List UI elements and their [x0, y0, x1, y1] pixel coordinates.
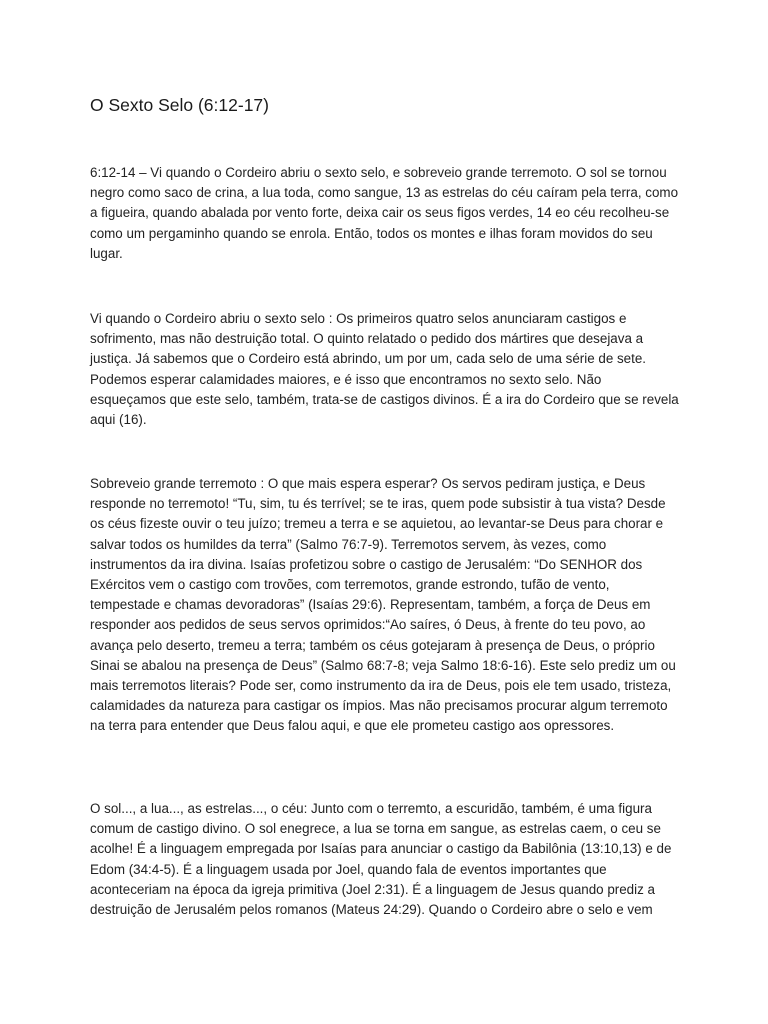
paragraph-sixth-seal-opening: Vi quando o Cordeiro abriu o sexto selo : Os primeiros quatro selos anunciaram castigos e sofrimento, mas não destruição total. O quinto relatado o pedido dos mártires que desejava a justiça. Já sabemos que o Cordeiro está abrindo, um por um, cada selo de uma série de sete. Podemos esperar calamidades maiores, e é isso que encontramos no sexto selo. Não esqueçamos que este selo, também, trata-se de castigos divinos. É a ira do Cordeiro que se revela aqui (16). [90, 311, 679, 428]
document-title: O Sexto Selo (6:12-17) [90, 95, 269, 115]
paragraph-sun-moon-stars: O sol..., a lua..., as estrelas..., o céu: Junto com o terremto, a escuridão, também, é uma figura comum de castigo divino. O sol enegrece, a lua se torna em sangue, as estrelas caem, o ceu se acolhe! É a linguagem empregada por Isaías para anunciar o castigo da Babilônia (13:10,13) e de Edom (34:4-5). É a linguagem usada por Joel, quando fala de eventos importantes que aconteceriam na época da igreja primitiva (Joel 2:31). É a linguagem de Jesus quando prediz a destruição de Jerusalém pelos romanos (Mateus 24:29). Quando o Cordeiro abre o selo e vem [90, 801, 672, 918]
paragraph-verse-text: 6:12-14 – Vi quando o Cordeiro abriu o sexto selo, e sobreveio grande terremoto. O sol se tornou negro como saco de crina, a lua toda, como sangue, 13 as estrelas do céu caíram pela terra, como a figueira, quando abalada por vento forte, deixa cair os seus figos verdes, 14 eo céu recolheu-se como um pergaminho quando se enrola. Então, todos os montes e ilhas foram movidos do seu lugar. [90, 165, 679, 261]
paragraph-earthquake: Sobreveio grande terremoto : O que mais espera esperar? Os servos pediram justiça, e Deus responde no terremoto! “Tu, sim, tu és terrível; se te iras, quem pode subsistir à tua vista? Desde os céus fizeste ouvir o teu juízo; tremeu a terra e se aquietou, ao levantar-se Deus para chorar e salvar todos os humildes da terra” (Salmo 76:7-9). Terremotos servem, às vezes, como instrumentos da ira divina. Isaías profetizou sobre o castigo de Jerusalém: “Do SENHOR dos Exércitos vem o castigo com trovões, com terremotos, grande estrondo, tufão de vento, tempestade e chamas devoradoras” (Isaías 29:6). Representam, também, a força de Deus em responder aos pedidos de seus servos oprimidos:“Ao saíres, ó Deus, à frente do teu povo, ao avança pelo deserto, tremeu a terra; também os céus gotejaram à presença de Deus, o próprio Sinai se abalou na presença de Deus” (Salmo 68:7-8; veja Salmo 18:6-16). Este selo prediz um ou mais terremotos literais? Pode ser, como instrumento da ira de Deus, pois ele tem usado, tristeza, calamidades da natureza para castigar os ímpios. Mas não precisamos procurar algum terremoto na terra para entender que Deus falou aqui, e que ele prometeu castigo aos opressores. [90, 476, 676, 734]
document-page [90, 92, 680, 918]
